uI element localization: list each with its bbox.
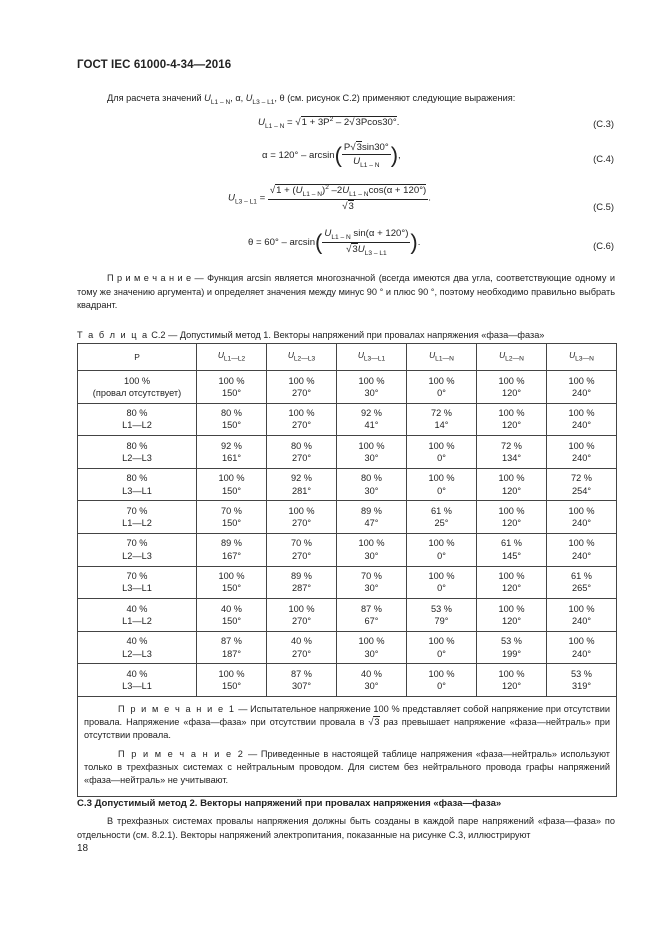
cell-subvalue: 254°	[571, 485, 591, 496]
cell-value: 70 %	[126, 571, 148, 582]
cell-subvalue: 0°	[437, 452, 446, 463]
table-cell-p	[78, 371, 197, 404]
table-cell-voltage	[197, 403, 267, 436]
cell-subvalue: 30°	[364, 681, 379, 692]
table-header-row	[78, 344, 617, 371]
cell-subvalue: 30°	[364, 485, 379, 496]
cell-subvalue: (провал отсутствует)	[92, 387, 182, 398]
table-cell-voltage	[547, 468, 617, 501]
cell-subvalue: 25°	[434, 518, 449, 529]
cell-value: 72 %	[501, 440, 522, 451]
table-cell-voltage	[267, 501, 337, 534]
cell-value: 40 %	[361, 668, 382, 679]
table-cell-voltage	[337, 631, 407, 664]
cell-subvalue: 120°	[501, 615, 521, 626]
cell-value: 70 %	[361, 571, 382, 582]
header-cell: $U_{L1—N}$	[407, 344, 477, 371]
table-cell-voltage	[267, 664, 337, 697]
cell-value: 100 %	[288, 408, 315, 419]
cell-subvalue: 120°	[501, 485, 521, 496]
cell-value: 100 %	[218, 668, 245, 679]
cell-subvalue: L2—L3	[122, 648, 152, 659]
cell-subvalue: 287°	[291, 583, 311, 594]
cell-value: 70 %	[126, 505, 148, 516]
cell-value: 100 %	[568, 375, 595, 386]
section-body: В трехфазных системах провалы напряжения должны быть созданы в каждой паре напряжений «фаза—фаза» по отдельности (см. 8.2.1). Векторы напряжений электропитания, показанные на рисунке С.3, иллюстрируют	[77, 816, 615, 840]
table-cell-voltage	[337, 468, 407, 501]
cell-value: 100 %	[428, 473, 455, 484]
header-cell: $U_{L1—L2}$	[197, 344, 267, 371]
table-cell-voltage	[477, 501, 547, 534]
cell-subvalue: 240°	[571, 452, 591, 463]
table-cell-p	[78, 403, 197, 436]
table-cell-voltage	[267, 436, 337, 469]
table-row	[78, 664, 617, 697]
cell-subvalue: 0°	[437, 387, 446, 398]
cell-subvalue: L2—L3	[122, 550, 152, 561]
table-cell-voltage	[197, 566, 267, 599]
table-cell-voltage	[337, 371, 407, 404]
cell-value: 72 %	[571, 473, 592, 484]
cell-subvalue: 67°	[364, 615, 379, 626]
cell-value: 100 %	[568, 603, 595, 614]
cell-value: 70 %	[221, 505, 242, 516]
cell-value: 61 %	[501, 538, 522, 549]
cell-value: 100 %	[568, 505, 595, 516]
cell-subvalue: 167°	[221, 550, 241, 561]
cell-subvalue: 150°	[221, 583, 241, 594]
equation-number-c3: (C.3)	[593, 118, 614, 129]
cell-subvalue: 30°	[364, 452, 379, 463]
table-cell-voltage	[477, 436, 547, 469]
table-cell-voltage	[197, 631, 267, 664]
cell-subvalue: 265°	[571, 583, 591, 594]
cell-value: 100 %	[288, 505, 315, 516]
table-cell-p	[78, 566, 197, 599]
table-cell-voltage	[407, 664, 477, 697]
cell-subvalue: 161°	[221, 452, 241, 463]
table-cell-voltage	[337, 403, 407, 436]
table-cell-voltage	[337, 664, 407, 697]
table-cell-voltage	[547, 501, 617, 534]
table-cell-voltage	[477, 403, 547, 436]
arcsin-note: П р и м е ч а н и е — Функция arcsin является многозначной (всегда имеются два угла, соответствующие одному и тому же значению аргумента) и определяет значения между минус 90 ° и плюс 90 °, поэтому необходимо правильно выбрать квадрант.	[77, 273, 615, 310]
header-cell: $U_{L2—N}$	[477, 344, 547, 371]
cell-value: 70 %	[291, 538, 312, 549]
table-cell-voltage	[477, 468, 547, 501]
table-cell-p	[78, 599, 197, 632]
intro-text: Для расчета значений $U_{L1 - N}$, α, $U_{L3 - L1}$, θ (см. рисунок С.2) применяют следующие выражения:	[107, 93, 516, 106]
cell-value: 89 %	[291, 571, 312, 582]
cell-value: 87 %	[291, 668, 312, 679]
cell-value: 100 %	[123, 375, 151, 386]
cell-subvalue: 14°	[434, 420, 449, 431]
header-cell: P	[78, 344, 197, 371]
table-cell-voltage	[547, 436, 617, 469]
table-cell-voltage	[547, 566, 617, 599]
cell-subvalue: 47°	[364, 518, 379, 529]
cell-value: 92 %	[221, 440, 242, 451]
cell-subvalue: 240°	[571, 518, 591, 529]
table-cell-voltage	[407, 566, 477, 599]
table-cell-voltage	[547, 403, 617, 436]
cell-subvalue: 30°	[364, 583, 379, 594]
cell-subvalue: 120°	[501, 420, 521, 431]
cell-value: 100 %	[358, 440, 385, 451]
cell-value: 80 %	[126, 408, 148, 419]
table-cell-voltage	[197, 599, 267, 632]
cell-subvalue: 319°	[571, 681, 591, 692]
cell-value: 40 %	[126, 636, 148, 647]
table-cell-p	[78, 501, 197, 534]
table-row	[78, 599, 617, 632]
cell-subvalue: L3—L1	[122, 583, 152, 594]
table-cell-voltage	[197, 664, 267, 697]
table-cell-voltage	[477, 631, 547, 664]
equation-number-c4: (C.4)	[593, 153, 614, 164]
table-cell-voltage	[197, 371, 267, 404]
cell-value: 89 %	[221, 538, 242, 549]
cell-value: 80 %	[126, 473, 148, 484]
cell-subvalue: 0°	[437, 583, 446, 594]
cell-value: 87 %	[361, 603, 382, 614]
table-cell-voltage	[547, 631, 617, 664]
cell-value: 80 %	[291, 440, 312, 451]
table-cell-voltage	[337, 436, 407, 469]
table-cell-voltage	[407, 599, 477, 632]
cell-value: 100 %	[358, 375, 385, 386]
cell-subvalue: L3—L1	[122, 485, 152, 496]
table-cell-voltage	[267, 468, 337, 501]
cell-value: 100 %	[218, 473, 245, 484]
table-caption: Т а б л и ц а С.2 — Допустимый метод 1. Векторы напряжений при провалах напряжения «фаза—фаза»	[77, 330, 545, 340]
table-row	[78, 371, 617, 404]
cell-value: 100 %	[358, 538, 385, 549]
cell-value: 80 %	[361, 473, 382, 484]
table-cell-voltage	[407, 371, 477, 404]
table-cell-voltage	[477, 566, 547, 599]
table-notes	[78, 696, 617, 796]
cell-value: 40 %	[126, 603, 148, 614]
cell-value: 89 %	[361, 505, 382, 516]
document-header: ГОСТ IEC 61000-4-34—2016	[77, 59, 232, 71]
header-cell: $U_{L2—L3}$	[267, 344, 337, 371]
header-cell: $U_{L3—L1}$	[337, 344, 407, 371]
cell-value: 100 %	[498, 603, 525, 614]
table-row	[78, 403, 617, 436]
cell-value: 100 %	[358, 636, 385, 647]
cell-subvalue: 270°	[291, 550, 311, 561]
cell-value: 72 %	[431, 408, 452, 419]
cell-subvalue: 0°	[437, 648, 446, 659]
table-row	[78, 631, 617, 664]
cell-value: 87 %	[221, 636, 242, 647]
table-notes-row	[78, 696, 617, 796]
table-cell-voltage	[407, 436, 477, 469]
cell-subvalue: 240°	[571, 550, 591, 561]
cell-subvalue: L1—L2	[122, 518, 152, 529]
table-row	[78, 436, 617, 469]
cell-value: 100 %	[288, 603, 315, 614]
cell-value: 53 %	[571, 668, 592, 679]
table-cell-voltage	[407, 631, 477, 664]
cell-subvalue: 270°	[291, 518, 311, 529]
table-cell-voltage	[337, 566, 407, 599]
table-cell-voltage	[197, 468, 267, 501]
table-cell-voltage	[547, 533, 617, 566]
cell-value: 100 %	[568, 408, 595, 419]
section-title: С.3 Допустимый метод 2. Векторы напряжений при провалах напряжения «фаза—фаза»	[77, 798, 502, 809]
table-cell-voltage	[407, 501, 477, 534]
table-cell-voltage	[407, 468, 477, 501]
cell-value: 53 %	[431, 603, 452, 614]
cell-subvalue: 187°	[221, 648, 241, 659]
cell-value: 100 %	[498, 668, 525, 679]
table-cell-voltage	[477, 664, 547, 697]
cell-subvalue: 120°	[501, 387, 521, 398]
cell-value: 92 %	[361, 408, 382, 419]
cell-subvalue: 270°	[291, 387, 311, 398]
cell-subvalue: 30°	[364, 648, 379, 659]
table-row	[78, 566, 617, 599]
cell-subvalue: 0°	[437, 681, 446, 692]
table-row	[78, 533, 617, 566]
cell-value: 53 %	[501, 636, 522, 647]
table-cell-voltage	[547, 599, 617, 632]
cell-value: 100 %	[568, 636, 595, 647]
table-cell-voltage	[547, 664, 617, 697]
cell-value: 80 %	[221, 408, 242, 419]
cell-subvalue: 150°	[221, 518, 241, 529]
table-row	[78, 501, 617, 534]
table-cell-voltage	[197, 436, 267, 469]
table-cell-voltage	[197, 501, 267, 534]
cell-subvalue: 270°	[291, 615, 311, 626]
equation-c3: $U_{L1 - N} = √1 + 3P^2 - 2√3Pcos30^\circ$.	[258, 116, 400, 131]
cell-value: 100 %	[428, 636, 455, 647]
cell-value: 100 %	[218, 571, 245, 582]
cell-subvalue: 134°	[501, 452, 521, 463]
equation-c4: α = 120° – arcsin( $\frac{P√3\sin 30^\circ}{U_{L1 - N}}$ ),	[262, 142, 401, 169]
cell-subvalue: 270°	[291, 420, 311, 431]
cell-subvalue: 120°	[501, 681, 521, 692]
cell-subvalue: 270°	[291, 452, 311, 463]
table-cell-voltage	[337, 533, 407, 566]
cell-subvalue: 150°	[221, 420, 241, 431]
table-cell-voltage	[267, 566, 337, 599]
cell-subvalue: 120°	[501, 583, 521, 594]
table-cell-voltage	[267, 599, 337, 632]
cell-subvalue: 30°	[364, 387, 379, 398]
cell-subvalue: 120°	[501, 518, 521, 529]
cell-value: 100 %	[498, 375, 525, 386]
cell-subvalue: 79°	[434, 615, 449, 626]
cell-value: 100 %	[288, 375, 315, 386]
cell-value: 100 %	[498, 571, 525, 582]
table-row	[78, 468, 617, 501]
cell-subvalue: 150°	[221, 681, 241, 692]
cell-subvalue: 281°	[291, 485, 311, 496]
table-note-2: П р и м е ч а н и е 2 — Приведенные в настоящей таблице напряжения «фаза—нейтраль» используют только в трехфазных системах с нейтральным проводом. Для систем без нейтрального провода графы напряжений «фаза—нейтраль» не учитывают.	[84, 748, 610, 785]
cell-subvalue: 240°	[571, 648, 591, 659]
table-cell-voltage	[267, 631, 337, 664]
cell-subvalue: L1—L2	[122, 420, 152, 431]
table-cell-voltage	[197, 533, 267, 566]
cell-value: 100 %	[428, 668, 455, 679]
cell-subvalue: 30°	[364, 550, 379, 561]
table-cell-p	[78, 436, 197, 469]
cell-value: 40 %	[126, 668, 148, 679]
cell-value: 100 %	[498, 473, 525, 484]
table-cell-voltage	[407, 533, 477, 566]
cell-subvalue: 150°	[221, 615, 241, 626]
cell-value: 100 %	[498, 505, 525, 516]
voltage-vector-table	[77, 343, 617, 797]
table-cell-voltage	[337, 501, 407, 534]
cell-value: 100 %	[428, 375, 455, 386]
cell-subvalue: 199°	[501, 648, 521, 659]
cell-subvalue: 307°	[291, 681, 311, 692]
table-cell-p	[78, 664, 197, 697]
cell-value: 100 %	[428, 538, 455, 549]
table-cell-voltage	[547, 371, 617, 404]
cell-value: 40 %	[221, 603, 242, 614]
cell-subvalue: 150°	[221, 387, 241, 398]
table-note-1: П р и м е ч а н и е 1 — Испытательное напряжение 100 % представляет собой напряжение при отсутствии провала. Напряжение «фаза—фаза» при отсутствии провала в √3 раз превышает напряжение «фаза—нейтраль» при отсутствии провала.	[84, 703, 611, 740]
table-cell-p	[78, 631, 197, 664]
cell-subvalue: L2—L3	[122, 452, 152, 463]
cell-subvalue: 240°	[571, 387, 591, 398]
cell-value: 100 %	[218, 375, 245, 386]
cell-value: 61 %	[431, 505, 452, 516]
equation-c5: $U_{L3 - L1}$ = $\frac{√1 + (U_{L1 - N})^2 -2U_{L1 - N}\cos(\alpha + 120^\circ)}{√3}$ .	[228, 184, 431, 213]
equation-number-c6: (C.6)	[593, 240, 614, 251]
cell-subvalue: 240°	[571, 615, 591, 626]
cell-value: 92 %	[291, 473, 312, 484]
table-cell-voltage	[477, 533, 547, 566]
cell-value: 100 %	[428, 440, 455, 451]
header-cell: $U_{L3—N}$	[547, 344, 617, 371]
table-cell-voltage	[477, 599, 547, 632]
cell-subvalue: 41°	[364, 420, 379, 431]
cell-value: 100 %	[428, 571, 455, 582]
cell-subvalue: 270°	[291, 648, 311, 659]
table-cell-voltage	[267, 533, 337, 566]
cell-value: 100 %	[568, 440, 595, 451]
cell-subvalue: 0°	[437, 485, 446, 496]
cell-value: 100 %	[568, 538, 595, 549]
cell-subvalue: L1—L2	[122, 615, 152, 626]
cell-value: 100 %	[498, 408, 525, 419]
cell-value: 61 %	[571, 571, 592, 582]
equation-number-c5: (C.5)	[593, 201, 614, 212]
cell-subvalue: 145°	[501, 550, 521, 561]
cell-subvalue: 150°	[221, 485, 241, 496]
cell-value: 40 %	[291, 636, 312, 647]
page-number: 18	[77, 843, 89, 854]
table-cell-p	[78, 533, 197, 566]
cell-value: 80 %	[126, 440, 148, 451]
table-cell-voltage	[267, 403, 337, 436]
table-cell-p	[78, 468, 197, 501]
cell-value: 70 %	[126, 538, 148, 549]
table-cell-voltage	[477, 371, 547, 404]
table-cell-voltage	[407, 403, 477, 436]
table-cell-voltage	[267, 371, 337, 404]
cell-subvalue: 240°	[571, 420, 591, 431]
equation-c6: θ = 60° – arcsin( $\frac{U_{L1 - N} \sin(\alpha + 120^\circ)}{√3U_{L3 - L1}}$ ).	[248, 228, 421, 257]
cell-subvalue: L3—L1	[122, 681, 152, 692]
cell-subvalue: 0°	[437, 550, 446, 561]
table-cell-voltage	[337, 599, 407, 632]
